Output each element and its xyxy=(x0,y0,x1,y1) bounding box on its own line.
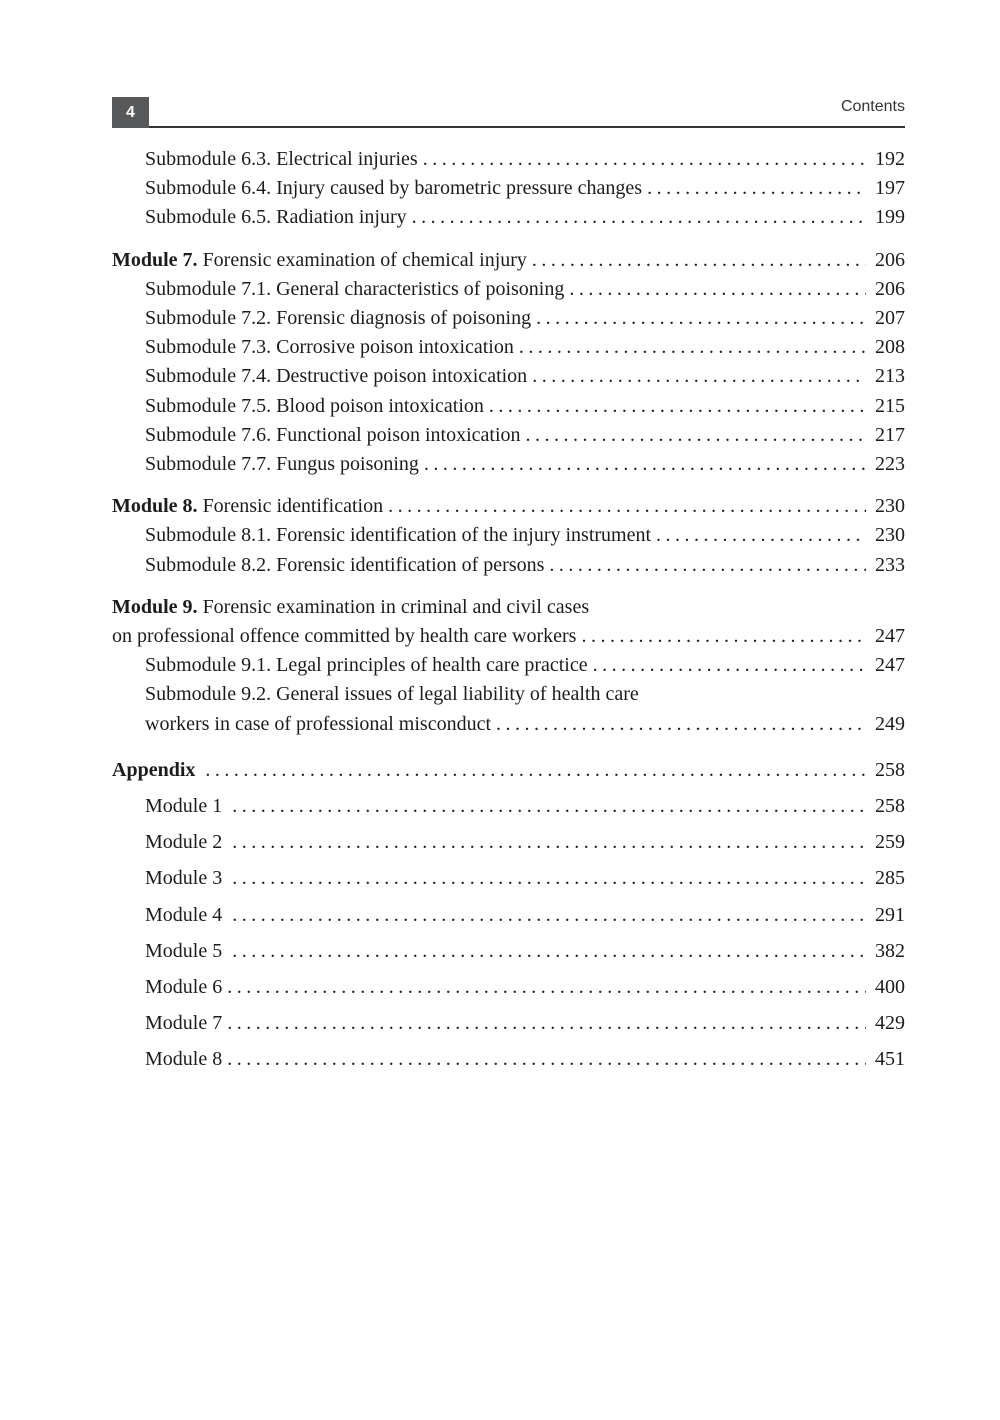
header-rule xyxy=(149,97,905,128)
toc-row xyxy=(112,792,905,821)
toc-row xyxy=(112,593,905,622)
toc-row xyxy=(112,521,905,550)
toc-entry-title: Submodule 8.1. Forensic identification of the injury instrument xyxy=(145,524,652,547)
toc-entry-bold-label: Module 9. xyxy=(112,595,198,618)
toc-row xyxy=(112,828,905,857)
dot-leader xyxy=(205,756,866,785)
toc-row xyxy=(112,246,905,275)
toc-entry-page-number: 285 xyxy=(875,867,905,890)
toc-row xyxy=(112,275,905,304)
page-number: 4 xyxy=(126,103,135,121)
toc-row xyxy=(112,756,905,785)
dot-leader xyxy=(424,450,866,479)
toc-entry-page-number: 247 xyxy=(875,654,905,677)
toc-entry-page-number: 206 xyxy=(875,248,905,271)
toc-entry-title: Submodule 7.1. General characteristics of poisoning xyxy=(145,277,565,300)
toc-entry-page-number: 291 xyxy=(875,903,905,926)
toc-entry-title: Submodule 6.4. Injury caused by barometric pressure changes xyxy=(145,177,643,200)
dot-leader xyxy=(227,1009,866,1038)
toc-row xyxy=(112,651,905,680)
dot-leader xyxy=(532,362,866,391)
toc-entry-title: Submodule 7.3. Corrosive poison intoxication xyxy=(145,336,514,359)
toc-entry-page-number: 192 xyxy=(875,148,905,170)
toc-row xyxy=(112,1009,905,1038)
toc-row xyxy=(112,304,905,333)
dot-leader xyxy=(388,492,866,521)
toc-entry-title xyxy=(195,756,200,785)
toc-row xyxy=(112,174,905,203)
toc-row xyxy=(112,145,905,174)
toc-entry-page-number: 213 xyxy=(875,365,905,388)
dot-leader xyxy=(412,203,866,232)
dot-leader xyxy=(227,1045,866,1074)
table-of-contents xyxy=(112,145,905,1075)
toc-entry-page-number: 451 xyxy=(875,1048,905,1071)
toc-entry-page-number: 247 xyxy=(875,625,905,648)
toc-entry-title: Module 8 xyxy=(145,1048,223,1071)
toc-entry-title: Submodule 8.2. Forensic identification of persons xyxy=(145,553,545,576)
toc-row xyxy=(112,864,905,893)
dot-leader xyxy=(549,551,866,580)
toc-row xyxy=(112,551,905,580)
dot-leader xyxy=(593,651,866,680)
toc-row xyxy=(112,492,905,521)
dot-leader xyxy=(423,145,866,174)
toc-entry-page-number: 199 xyxy=(875,206,905,229)
toc-entry-page-number: 249 xyxy=(875,712,905,735)
dot-leader xyxy=(536,304,866,333)
dot-leader xyxy=(569,275,866,304)
toc-row xyxy=(112,1045,905,1074)
toc-row xyxy=(112,203,905,232)
toc-entry-title: Module 5 xyxy=(145,939,228,962)
toc-entry-bold-label: Appendix xyxy=(112,758,196,781)
toc-entry-page-number: 259 xyxy=(875,831,905,854)
dot-leader xyxy=(532,246,866,275)
toc-row xyxy=(112,333,905,362)
toc-entry-title: Forensic identification xyxy=(197,495,384,518)
toc-entry-title: Submodule 7.5. Blood poison intoxication xyxy=(145,394,484,417)
toc-entry-page-number: 223 xyxy=(875,453,905,476)
toc-row xyxy=(112,901,905,930)
toc-row xyxy=(112,450,905,479)
toc-entry-title: Module 1 xyxy=(145,795,228,818)
toc-entry-title: Module 6 xyxy=(145,976,223,999)
toc-entry-page-number: 258 xyxy=(875,795,905,818)
toc-entry-title: Submodule 9.2. General issues of legal liability of health care xyxy=(145,683,639,706)
toc-entry-title: Module 3 xyxy=(145,867,228,890)
toc-row xyxy=(112,362,905,391)
toc-entry-page-number: 230 xyxy=(875,495,905,518)
toc-row xyxy=(112,710,905,739)
toc-entry-bold-label: Module 8. xyxy=(112,495,198,518)
toc-entry-title: Submodule 7.2. Forensic diagnosis of poisoning xyxy=(145,307,532,330)
toc-entry-page-number: 230 xyxy=(875,524,905,547)
toc-entry-page-number: 233 xyxy=(875,553,905,576)
toc-entry-page-number: 197 xyxy=(875,177,905,200)
dot-leader xyxy=(581,622,866,651)
dot-leader xyxy=(647,174,866,203)
toc-entry-title: Submodule 6.5. Radiation injury xyxy=(145,206,407,229)
toc-row xyxy=(112,937,905,966)
toc-entry-title: Forensic examination of chemical injury xyxy=(197,248,527,271)
toc-row xyxy=(112,973,905,1002)
dot-leader xyxy=(656,521,866,550)
toc-entry-page-number: 207 xyxy=(875,307,905,330)
dot-leader xyxy=(519,333,866,362)
toc-row xyxy=(112,680,905,709)
dot-leader xyxy=(232,901,866,930)
toc-entry-title: Submodule 7.6. Functional poison intoxication xyxy=(145,423,521,446)
toc-row xyxy=(112,421,905,450)
toc-entry-page-number: 382 xyxy=(875,939,905,962)
toc-row xyxy=(112,392,905,421)
header-title: Contents xyxy=(840,98,905,115)
toc-entry-title: Submodule 7.4. Destructive poison intoxication xyxy=(145,365,528,388)
page-number-box xyxy=(112,97,149,128)
toc-entry-page-number: 429 xyxy=(875,1012,905,1035)
toc-entry-title: Forensic examination in criminal and civil cases xyxy=(197,595,590,618)
toc-entry-title: Submodule 6.3. Electrical injuries xyxy=(145,148,418,170)
toc-entry-title: Module 7 xyxy=(145,1012,223,1035)
page-header xyxy=(112,97,905,128)
toc-entry-page-number: 206 xyxy=(875,277,905,300)
dot-leader xyxy=(526,421,866,450)
toc-entry-bold-label: Module 7. xyxy=(112,248,198,271)
toc-entry-page-number: 215 xyxy=(875,394,905,417)
dot-leader xyxy=(232,937,866,966)
dot-leader xyxy=(232,792,866,821)
dot-leader xyxy=(496,710,866,739)
toc-entry-title: Submodule 9.1. Legal principles of health care practice xyxy=(145,654,588,677)
dot-leader xyxy=(232,828,866,857)
toc-entry-page-number: 258 xyxy=(875,758,905,781)
toc-row xyxy=(112,622,905,651)
dot-leader xyxy=(227,973,866,1002)
toc-entry-title: Submodule 7.7. Fungus poisoning xyxy=(145,453,419,476)
toc-entry-title: on professional offence committed by health care workers xyxy=(112,625,577,648)
toc-entry-title: Module 2 xyxy=(145,831,228,854)
toc-entry-title: workers in case of professional misconduct xyxy=(145,712,492,735)
toc-entry-title: Module 4 xyxy=(145,903,228,926)
dot-leader xyxy=(232,864,866,893)
toc-entry-page-number: 217 xyxy=(875,423,905,446)
toc-entry-page-number: 400 xyxy=(875,976,905,999)
dot-leader xyxy=(489,392,866,421)
toc-entry-page-number: 208 xyxy=(875,336,905,359)
